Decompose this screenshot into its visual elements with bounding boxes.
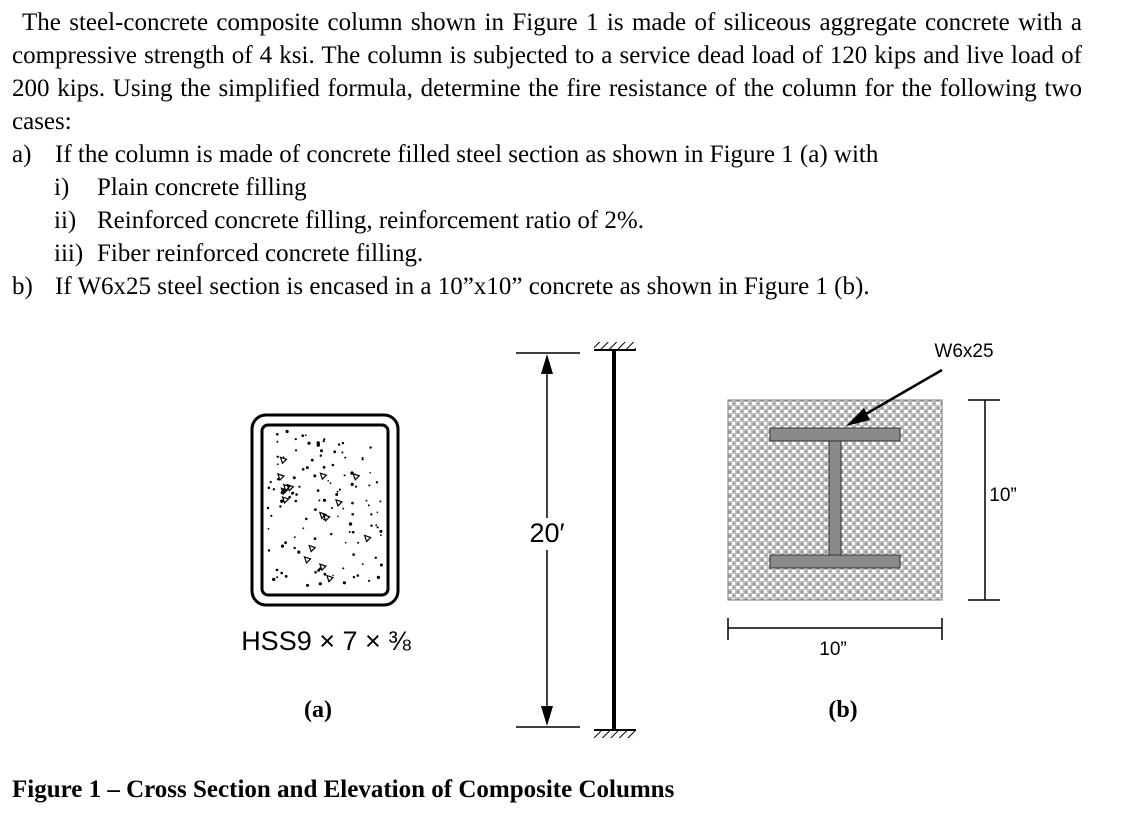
case-a-label: a)	[12, 141, 32, 168]
fixed-support-bottom	[594, 730, 636, 738]
case-a	[12, 138, 1082, 171]
figure-1	[0, 330, 1122, 750]
sub-item-label: i)	[54, 174, 70, 201]
sub-item-text: Fiber reinforced concrete filling.	[97, 240, 424, 267]
problem-statement	[12, 6, 1082, 303]
case-a-text: If the column is made of concrete filled steel section as shown in Figure 1 (a) with	[55, 141, 879, 168]
encasement-width-label: 10”	[819, 639, 847, 660]
case-b-text: If W6x25 steel section is encased in a 10”x10” concrete as shown in Figure 1 (b).	[55, 273, 870, 300]
sub-item	[12, 204, 1082, 237]
encased-section	[728, 370, 1000, 640]
figure-caption: Figure 1 – Cross Section and Elevation of Composite Columns	[12, 776, 675, 803]
hss-section-label: HSS9 × 7 × ⅜	[241, 626, 411, 656]
sub-item-text: Reinforced concrete filling, reinforcement ratio of 2%.	[97, 207, 644, 234]
figure-drawing	[0, 330, 1122, 750]
sub-item	[12, 237, 1082, 270]
dimension-arrow-top	[541, 354, 553, 374]
case-b	[12, 270, 1082, 303]
encasement-height-label: 10”	[989, 485, 1017, 506]
panel-a-label: (a)	[304, 697, 332, 723]
panel-b-label: (b)	[828, 697, 858, 723]
elevation-height-label: 20′	[529, 518, 565, 548]
sub-item-text: Plain concrete filling	[97, 174, 307, 201]
sub-item-label: ii)	[54, 207, 77, 234]
sub-item	[12, 171, 1082, 204]
dimension-arrow-bottom	[541, 706, 553, 726]
fixed-support-top	[594, 342, 636, 350]
steel-section-label: W6x25	[934, 341, 994, 362]
case-b-label: b)	[12, 273, 33, 300]
hss-section	[252, 415, 398, 605]
sub-item-label: iii)	[54, 240, 84, 267]
problem-intro: The steel-concrete composite column shown in Figure 1 is made of siliceous aggregate concrete with a compressive strength of 4 ksi. The column is subjected to a service dead load of 120 kips and live load of 200 kips. Using the simplified formula, determine the fire resistance of the column for the following two cases:	[12, 9, 1082, 135]
